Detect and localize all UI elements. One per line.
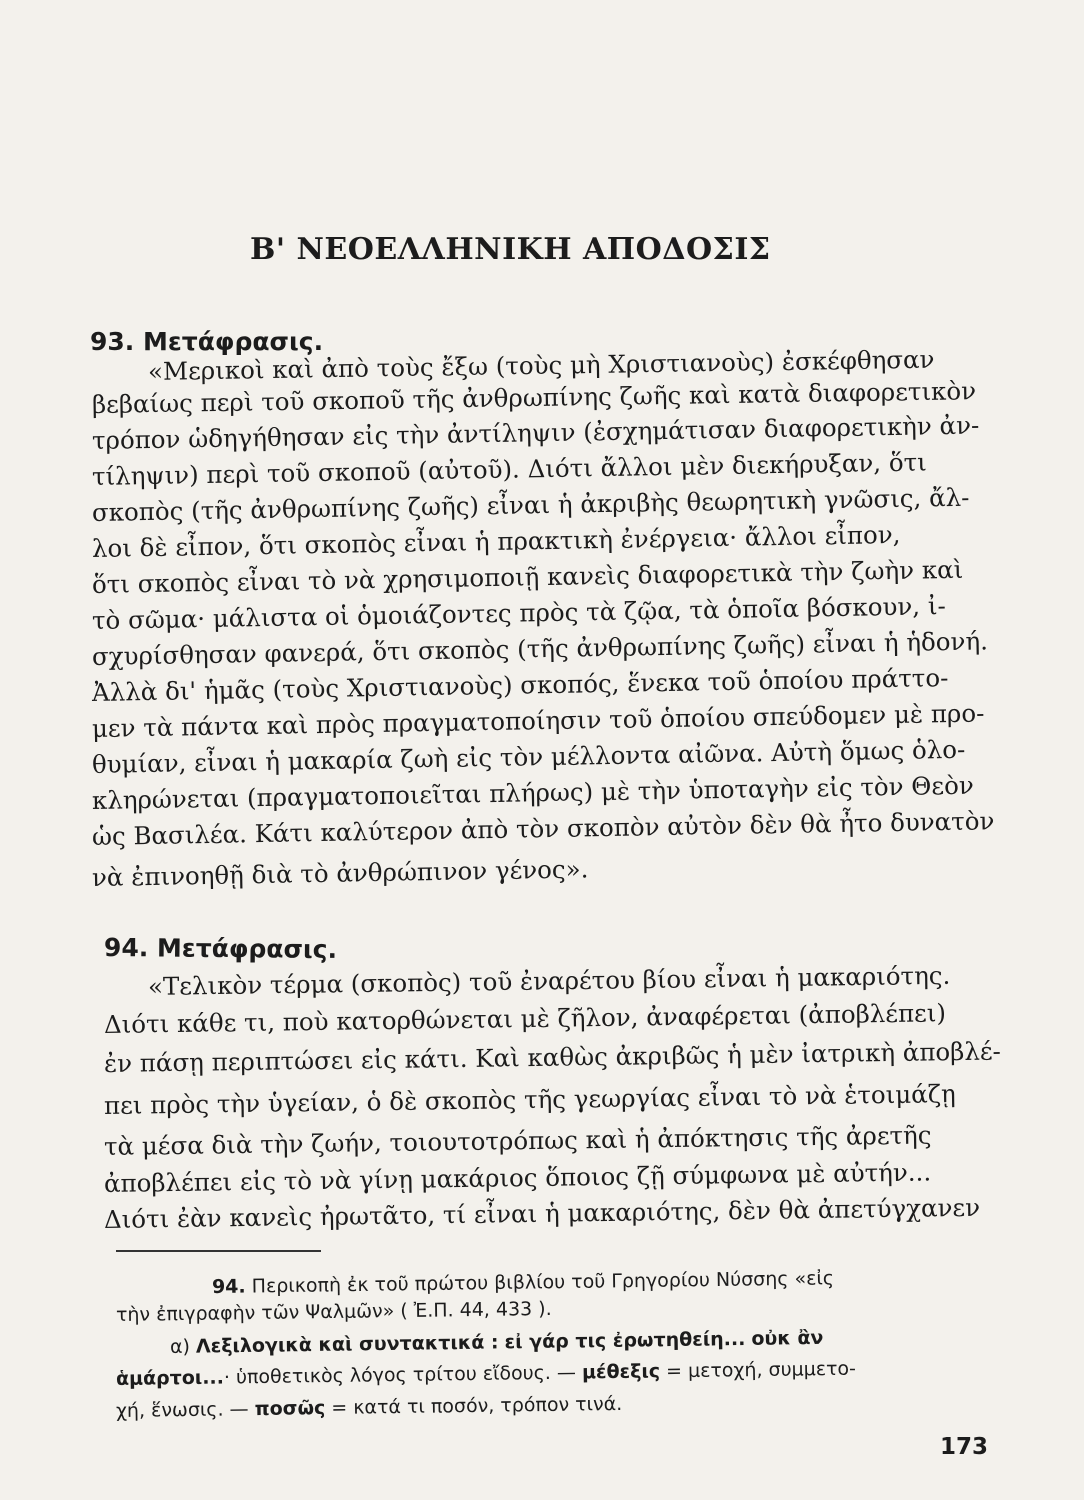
- footnote-rule: [116, 1250, 321, 1252]
- footnote-line: [212, 1266, 1062, 1297]
- section-93-title: 93. Μετάφρασις.: [90, 327, 324, 356]
- footnote-line: [116, 1358, 966, 1389]
- footnote-line: [170, 1326, 1020, 1357]
- footnote-text: τὴν ἐπιγραφὴν τῶν Ψαλμῶν» ( Ἐ.Π. 44, 433 ).: [115, 1297, 552, 1326]
- footnote-bold: ἁμάρτοι...: [115, 1366, 225, 1390]
- text-line: σκοπὸς (τῆς ἀνθρωπίνης ζωῆς) εἶναι ἡ ἀκριβὴς θεωρητικὴ γνῶσις, ἄλ-: [91, 482, 970, 527]
- text-line: ἐν πάσῃ περιπτώσει εἰς κάτι. Καὶ καθὼς ἀκριβῶς ἡ μὲν ἰατρικὴ ἀποβλέ-: [103, 1036, 1002, 1078]
- text-line: νὰ ἐπινοηθῇ διὰ τὸ ἀνθρώπινον γένος».: [91, 854, 589, 892]
- text-line: τὰ μέσα διὰ τὴν ζωήν, τοιουτοτρόπως καὶ ἡ ἀπόκτησις τῆς ἀρετῆς: [103, 1120, 932, 1161]
- footnote-number: 94.: [211, 1275, 246, 1298]
- footnote-text: χή, ἕνωσις. —: [115, 1398, 249, 1422]
- footnote-text: = μετοχή, συμμετο-: [665, 1357, 857, 1383]
- text-line: τίληψιν) περὶ τοῦ σκοποῦ (αὐτοῦ). Διότι ἄλλοι μὲν διεκήρυξαν, ὅτι: [91, 447, 928, 491]
- footnote-text: · ὑποθετικὸς λόγος τρίτου εἴδους. —: [223, 1361, 577, 1389]
- text-line: θυμίαν, εἶναι ἡ μακαρία ζωὴ εἰς τὸν μέλλοντα αἰῶνα. Αὐτὴ ὅμως ὁλο-: [91, 734, 966, 779]
- text-line: κληρώνεται (πραγματοποιεῖται πλήρως) μὲ τὴν ὑποταγὴν εἰς τὸν Θεὸν: [91, 770, 974, 815]
- footnote-bold: ποσῶς: [254, 1397, 326, 1421]
- page-number: 173: [940, 1434, 989, 1460]
- text-line: ὡς Βασιλέα. Κάτι καλύτερον ἀπὸ τὸν σκοπὸν αὐτὸν δὲν θὰ ἦτο δυνατὸν: [91, 806, 995, 851]
- footnote-bold: Λεξιλογικὰ καὶ συντακτικά :: [195, 1331, 499, 1358]
- text-line: τὸ σῶμα· μάλιστα οἱ ὁμοιάζοντες πρὸς τὰ ζῷα, τὰ ὁποῖα βόσκουν, ἰ-: [91, 591, 946, 635]
- text-line: τρόπον ὡδηγήθησαν εἰς τὴν ἀντίληψιν (ἐσχημάτισαν διαφορετικὴν ἀν-: [91, 410, 980, 455]
- footnote-label: α): [169, 1335, 191, 1358]
- text-line: «Μερικοὶ καὶ ἀπὸ τοὺς ἔξω (τοὺς μὴ Χριστιανοὺς) ἐσκέφθησαν: [147, 344, 935, 386]
- text-line: ἀποβλέπει εἰς τὸ νὰ γίνῃ μακάριος ὅποιος ζῇ σύμφωνα μὲ αὐτήν...: [103, 1157, 932, 1198]
- text-line: βεβαίως περὶ τοῦ σκοποῦ τῆς ἀνθρωπίνης ζωῆς καὶ κατὰ διαφορετικὸν: [91, 376, 977, 419]
- text-line: σχυρίσθησαν φανερά, ὅτι σκοπὸς (τῆς ἀνθρωπίνης ζωῆς) εἶναι ἡ ἡδονή.: [91, 626, 989, 671]
- footnote-line: [116, 1294, 966, 1325]
- text-line: «Τελικὸν τέρμα (σκοπὸς) τοῦ ἐναρέτου βίου εἶναι ἡ μακαριότης.: [147, 960, 951, 1001]
- page-heading: Β' ΝΕΟΕΛΛΗΝΙΚΗ ΑΠΟΔΟΣΙΣ: [250, 232, 771, 267]
- text-line: ὅτι σκοπὸς εἶναι τὸ νὰ χρησιμοποιῇ κανεὶς διαφορετικὰ τὴν ζωὴν καὶ: [91, 554, 964, 599]
- footnote-bold: μέθεξις: [581, 1360, 661, 1384]
- text-line: Διότι ἐὰν κανεὶς ἠρωτᾶτο, τί εἶναι ἡ μακαριότης, δὲν θὰ ἀπετύγχανεν: [103, 1192, 981, 1234]
- footnote-text: = κατά τι ποσόν, τρόπον τινά.: [331, 1392, 623, 1419]
- footnote-bold: εἰ γάρ τις ἐρωτηθείη...: [504, 1327, 746, 1354]
- text-line: Διότι κάθε τι, ποὺ κατορθώνεται μὲ ζῆλον, ἀναφέρεται (ἀποβλέπει): [103, 998, 947, 1039]
- footnote-line: [116, 1390, 966, 1421]
- footnote-text: Περικοπὴ ἐκ τοῦ πρώτου βιβλίου τοῦ Γρηγορίου Νύσσης «εἰς: [251, 1267, 835, 1298]
- text-line: πει πρὸς τὴν ὑγείαν, ὁ δὲ σκοπὸς τῆς γεωργίας εἶναι τὸ νὰ ἑτοιμάζῃ: [103, 1079, 956, 1120]
- text-line: Ἀλλὰ δι' ἡμᾶς (τοὺς Χριστιανοὺς) σκοπός, ἕνεκα τοῦ ὁποίου πράττο-: [91, 663, 949, 707]
- section-94-title: 94. Μετάφρασις.: [103, 932, 338, 965]
- text-line: λοι δὲ εἶπον, ὅτι σκοπὸς εἶναι ἡ πρακτικὴ ἐνέργεια· ἄλλοι εἶπον,: [91, 519, 901, 563]
- footnote-bold: οὐκ ἂν: [751, 1326, 824, 1350]
- text-line: μεν τὰ πάντα καὶ πρὸς πραγματοποίησιν τοῦ ὁποίου σπεύδομεν μὲ προ-: [91, 698, 985, 743]
